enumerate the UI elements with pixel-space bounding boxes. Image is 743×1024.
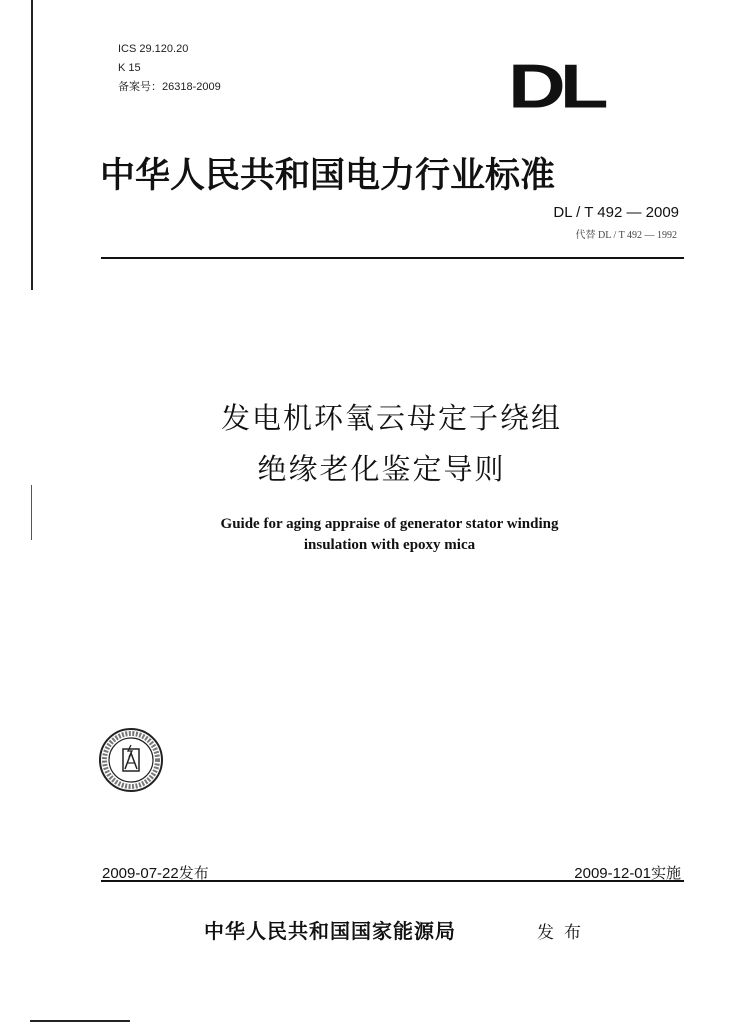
classification-block [118,40,221,97]
issue-date: 2009-07-22发布 [102,865,209,882]
document-title-cn-line1: 发电机环氧云母定子绕组 [220,401,562,435]
issuing-authority: 中华人民共和国国家能源局 [204,919,456,943]
publish-label: 发布 [537,923,591,943]
scan-edge-line [30,1020,130,1022]
ics-code: ICS 29.120.20 [118,43,189,55]
record-number: 备案号：26318-2009 [118,81,221,93]
replaces-code: 代替 DL / T 492 — 1992 [575,230,677,241]
document-title-en-line2: insulation with epoxy mica [303,537,476,553]
scan-edge-line [31,0,33,290]
document-title-en-line1: Guide for aging appraise of generator stator winding [220,516,559,532]
standard-code: DL / T 492 — 2009 [553,204,679,221]
effective-date: 2009-12-01实施 [574,865,681,882]
standard-category-title: 中华人民共和国电力行业标准 [100,155,556,196]
publisher-seal-icon [98,727,164,793]
dl-logo: DL [508,51,603,121]
document-title-cn-line2: 绝缘老化鉴定导则 [257,452,506,486]
top-divider [101,257,684,259]
class-code: K 15 [118,62,141,74]
